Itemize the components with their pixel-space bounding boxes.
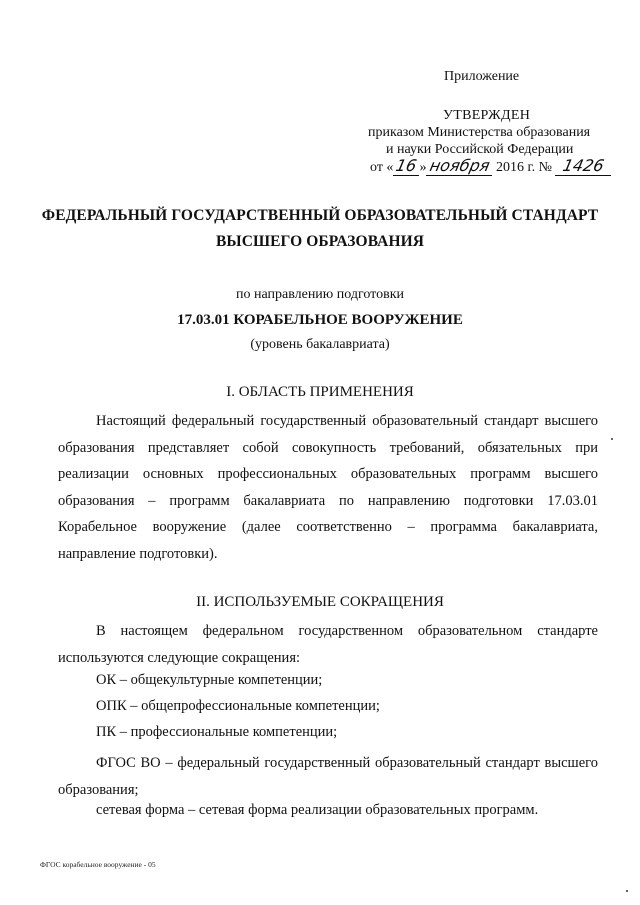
section-2-title: II. ИСПОЛЬЗУЕМЫЕ СОКРАЩЕНИЯ	[196, 594, 444, 610]
section-1-title: I. ОБЛАСТЬ ПРИМЕНЕНИЯ	[226, 384, 414, 400]
order-date-line	[370, 158, 611, 176]
abbreviation-item: ФГОС ВО – федеральный государственный образовательный стандарт высшего образования;	[58, 755, 598, 798]
handwritten-day: 16	[394, 156, 419, 175]
abbreviation-item: ПК – профессиональные компетенции;	[96, 724, 338, 740]
abbreviation-item: сетевая форма – сетевая форма реализации образовательных программ.	[96, 802, 539, 818]
order-line-1: приказом Министерства образования	[368, 125, 591, 140]
date-prefix: от «	[370, 160, 394, 175]
appendix-label: Приложение	[444, 69, 520, 84]
approved-label: УТВЕРЖДЕН	[443, 108, 531, 123]
section-1-paragraph: Настоящий федеральный государственный образовательный стандарт высшего образования представляет собой совокупность требований, обязательных при реализации основных профессиональных образовательных программ высшего образования – программ бакалавриата по направлению подготовки 17.03.01 Корабельное вооружение (далее соответственно – программа бакалавриата, направление подготовки).	[58, 413, 598, 562]
day-blank	[393, 158, 419, 176]
direction-label: по направлению подготовки	[235, 287, 405, 302]
standard-title-line-2: ВЫСШЕГО ОБРАЗОВАНИЯ	[215, 233, 425, 250]
abbreviation-item: ОК – общекультурные компетенции;	[96, 672, 323, 688]
order-line-2: и науки Российской Федерации	[386, 142, 574, 157]
section-2-paragraph: В настоящем федеральном государственном образовательном стандарте используются следующие сокращения:	[58, 623, 598, 666]
handwritten-number: 1426	[561, 156, 606, 175]
standard-title-line-1: ФЕДЕРАЛЬНЫЙ ГОСУДАРСТВЕННЫЙ ОБРАЗОВАТЕЛЬНЫЙ СТАНДАРТ	[41, 207, 599, 224]
education-level: (уровень бакалавриата)	[250, 337, 390, 352]
scan-speck	[611, 438, 613, 440]
direction-code-name: 17.03.01 КОРАБЕЛЬНОЕ ВООРУЖЕНИЕ	[177, 312, 463, 328]
number-blank	[555, 158, 611, 176]
quote-close: »	[419, 160, 427, 175]
month-blank	[426, 158, 492, 176]
abbreviation-item: ОПК – общепрофессиональные компетенции;	[96, 698, 380, 714]
handwritten-month: ноября	[427, 156, 492, 175]
page-footer: ФГОС корабельное вооружение - 05	[40, 860, 156, 869]
scan-speck	[626, 890, 628, 892]
year-text: 2016 г. №	[495, 160, 552, 175]
